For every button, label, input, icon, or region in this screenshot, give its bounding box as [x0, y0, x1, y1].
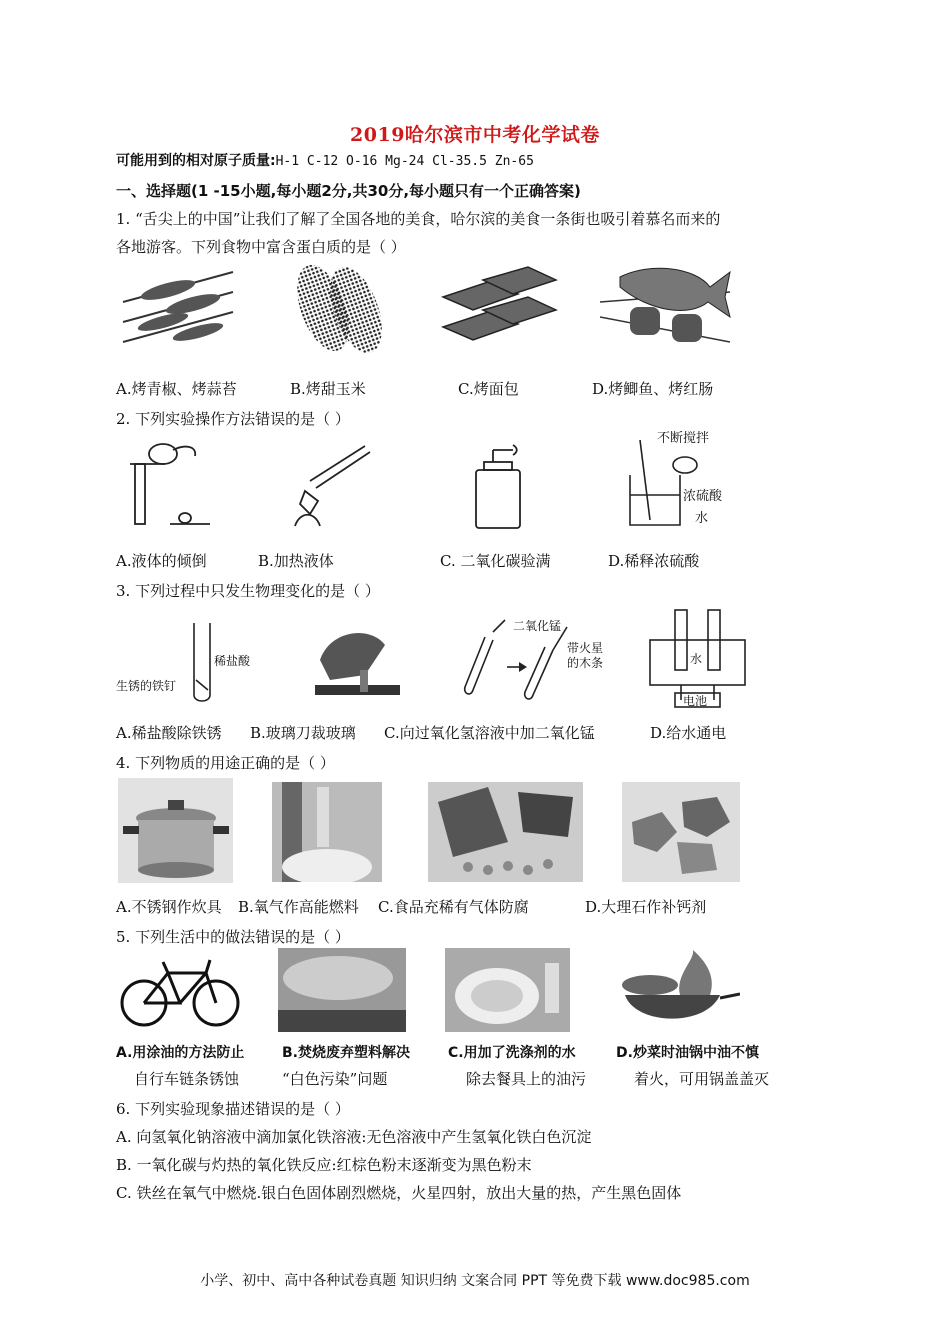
q5-option-d-line1: D.炒菜时油锅中油不慎	[616, 1045, 759, 1061]
q2-option-d: D.稀释浓硫酸	[608, 552, 700, 570]
q3-option-b: B.玻璃刀裁玻璃	[250, 724, 356, 742]
q2-option-c: C. 二氧化碳验满	[440, 552, 551, 570]
question-2: 2. 下列实验操作方法错误的是（ ）	[116, 410, 350, 428]
section-heading: 一、选择题(1 -15小题,每小题2分,共30分,每小题只有一个正确答案)	[116, 182, 581, 200]
q5-option-c-line2: 除去餐具上的油污	[466, 1070, 587, 1088]
q5-option-a-line2: 自行车链条锈蚀	[134, 1070, 240, 1088]
grilled-peppers-image	[118, 262, 238, 362]
glass-cutter-image	[310, 620, 405, 710]
liquid-pouring-image	[125, 436, 215, 531]
burning-plastic-image	[278, 948, 406, 1032]
question-5: 5. 下列生活中的做法错误的是（ ）	[116, 928, 350, 946]
label-hcl: 稀盐酸	[214, 654, 251, 668]
label-splint-line2: 的木条	[567, 656, 604, 670]
label-battery: 电池	[683, 694, 708, 708]
q5-option-d-line2: 着火，可用锅盖盖灭	[634, 1070, 770, 1088]
label-conc-acid: 浓硫酸	[683, 489, 723, 504]
q1-option-b: B.烤甜玉米	[290, 380, 366, 398]
q6-option-c: C. 铁丝在氧气中燃烧.银白色固体剧烈燃烧，火星四射，放出大量的热，产生黑色固体	[116, 1184, 682, 1202]
bicycle-image	[118, 948, 243, 1030]
q4-option-a: A.不锈钢作炊具	[116, 898, 222, 916]
q1-option-a: A.烤青椒、烤蒜苔	[116, 380, 237, 398]
rusty-nail-image	[116, 615, 266, 710]
q2-option-b: B.加热液体	[258, 552, 334, 570]
q6-option-a: A. 向氢氧化钠溶液中滴加氯化铁溶液:无色溶液中产生氢氧化铁白色沉淀	[116, 1128, 592, 1146]
q5-option-b-line1: B.焚烧废弃塑料解决	[282, 1045, 410, 1061]
question-4: 4. 下列物质的用途正确的是（ ）	[116, 754, 335, 772]
q5-option-b-line2: “白色污染”问题	[282, 1070, 388, 1088]
atomic-mass-values: H-1 C-12 O-16 Mg-24 Cl-35.5 Zn-65	[275, 154, 534, 169]
q6-option-b: B. 一氧化碳与灼热的氧化铁反应:红棕色粉末逐渐变为黑色粉末	[116, 1156, 532, 1174]
question-3: 3. 下列过程中只发生物理变化的是（ ）	[116, 582, 380, 600]
question-6: 6. 下列实验现象描述错误的是（ ）	[116, 1100, 350, 1118]
q1-option-d: D.烤鲫鱼、烤红肠	[592, 380, 714, 398]
co2-test-image	[468, 440, 528, 535]
grilled-fish-sausage-image	[600, 262, 735, 352]
q3-option-a: A.稀盐酸除铁锈	[116, 724, 222, 742]
question-1-line1: 1. “舌尖上的中国”让我们了解了全国各地的美食，哈尔滨的美食一条街也吸引着慕名而来的	[116, 210, 721, 228]
exam-title: 2019哈尔滨市中考化学试卷	[350, 124, 600, 146]
footer-ad: 小学、初中、高中各种试卷真题 知识归纳 文案合同 PPT 等免费下载 www.doc985.com	[200, 1273, 750, 1289]
label-stir: 不断搅拌	[657, 431, 710, 446]
marble-image	[622, 782, 740, 882]
q3-option-d: D.给水通电	[650, 724, 727, 742]
heating-liquid-image	[290, 436, 380, 531]
q4-option-c: C.食品充稀有气体防腐	[378, 898, 529, 916]
q4-option-d: D.大理石作补钙剂	[585, 898, 707, 916]
snack-food-image	[428, 782, 583, 882]
rocket-launch-image	[272, 782, 382, 882]
atomic-mass-line	[116, 150, 534, 170]
q5-option-c-line1: C.用加了洗涤剂的水	[448, 1045, 576, 1061]
dilute-acid-image	[625, 430, 735, 530]
label-electrolysis-water: 水	[690, 652, 703, 666]
grilled-bread-image	[438, 262, 558, 352]
hydrogen-peroxide-image	[455, 612, 635, 707]
label-rusty-nail: 生锈的铁钉	[116, 679, 177, 693]
q3-option-c: C.向过氧化氢溶液中加二氧化锰	[384, 724, 595, 742]
label-water: 水	[695, 511, 709, 526]
q4-option-b: B.氧气作高能燃料	[238, 898, 359, 916]
question-1-line2: 各地游客。下列食物中富含蛋白质的是（ ）	[116, 238, 406, 256]
label-splint-line1: 带火星	[567, 641, 604, 655]
grilled-corn-image	[288, 258, 393, 358]
q2-option-a: A.液体的倾倒	[116, 552, 207, 570]
wok-fire-image	[615, 950, 740, 1030]
pressure-cooker-image	[118, 778, 233, 883]
dish-washing-image	[445, 948, 570, 1032]
q5-option-a-line1: A.用涂油的方法防止	[116, 1045, 245, 1061]
q1-option-c: C.烤面包	[458, 380, 519, 398]
label-mno2: 二氧化锰	[513, 619, 562, 633]
water-electrolysis-image	[645, 605, 750, 710]
atomic-mass-label: 可能用到的相对原子质量:	[116, 153, 276, 169]
